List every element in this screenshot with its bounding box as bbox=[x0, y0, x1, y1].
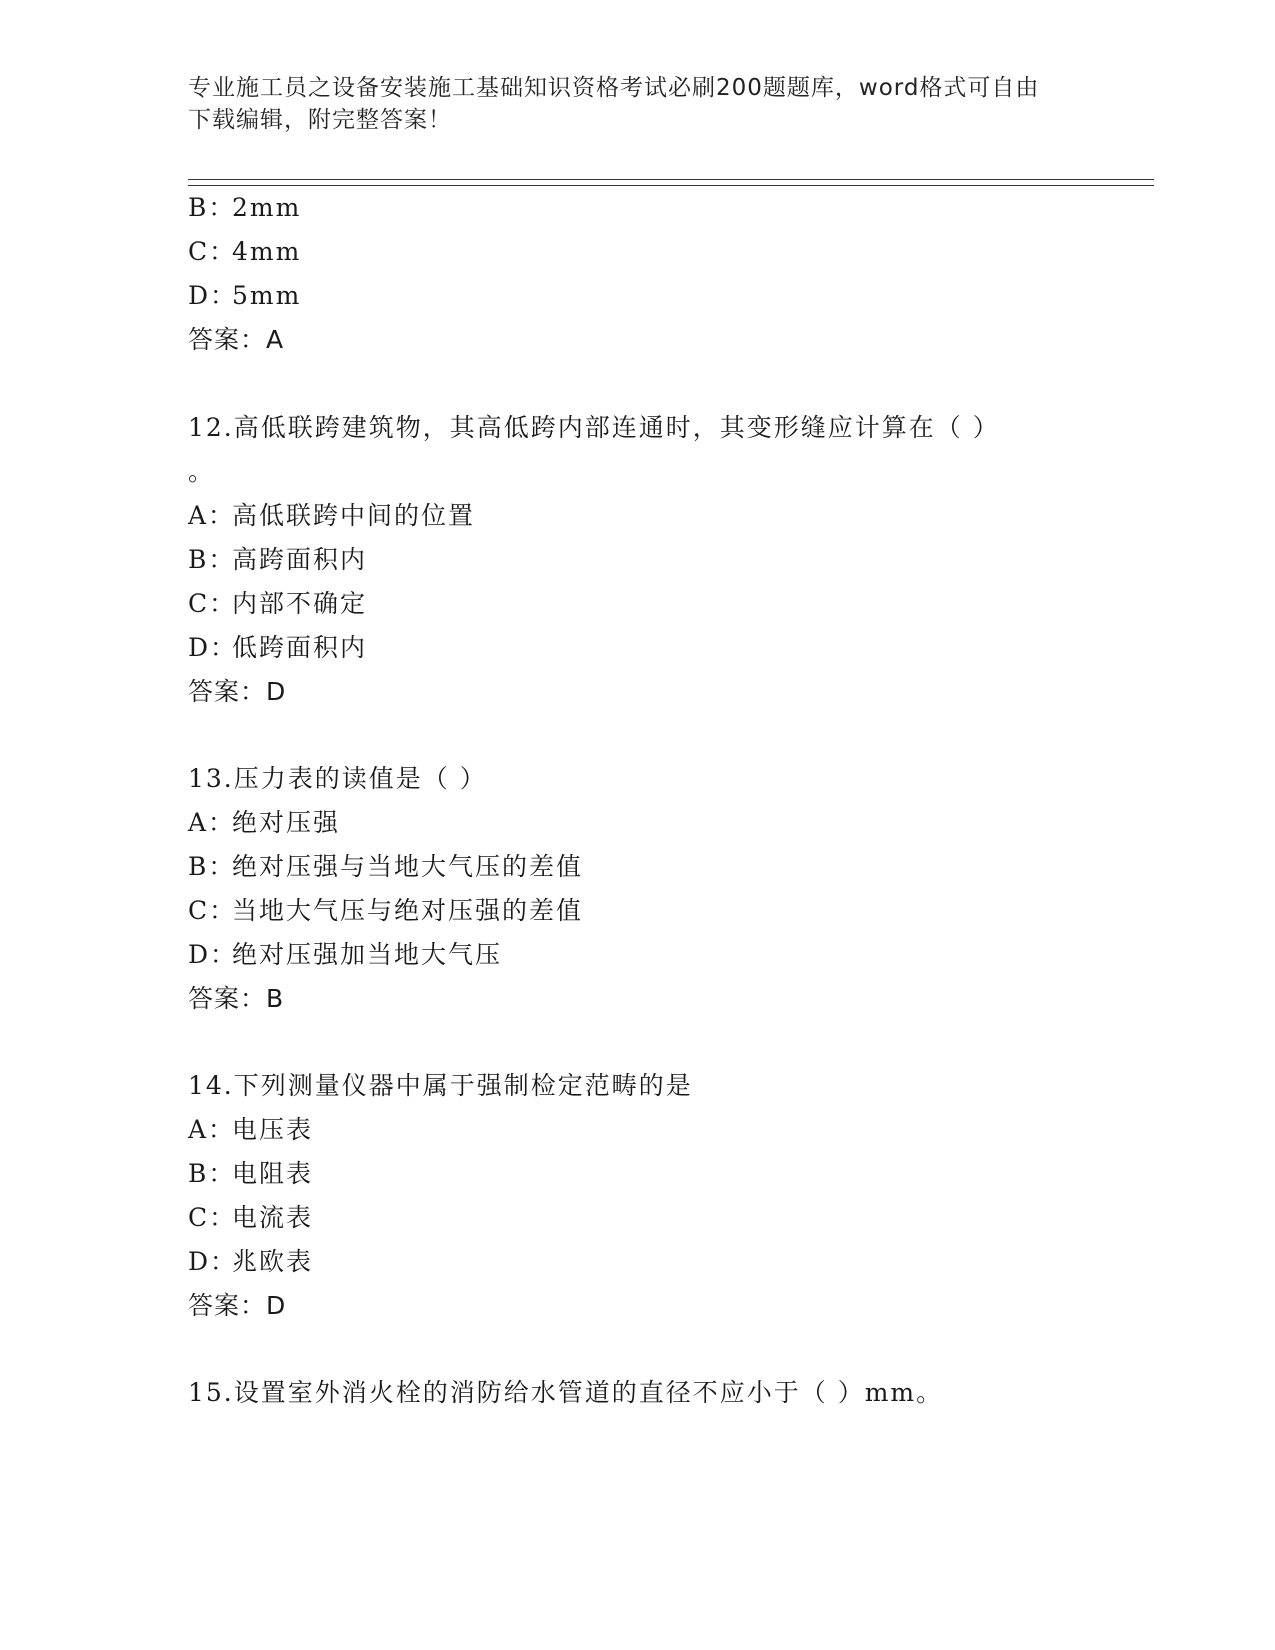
q13-question: 13.压力表的读值是（ ） bbox=[188, 764, 487, 793]
q12-question-cont: 。 bbox=[188, 457, 216, 486]
q14-answer: 答案：D bbox=[188, 1291, 287, 1320]
header-line-1: 专业施工员之设备安装施工基础知识资格考试必刷200题题库，word格式可自由 bbox=[188, 75, 1040, 101]
document-header bbox=[188, 72, 1088, 136]
q12-option-c: C：内部不确定 bbox=[188, 589, 368, 618]
q12-option-a: A：高低联跨中间的位置 bbox=[188, 501, 476, 530]
q14-option-a: A：电压表 bbox=[188, 1115, 314, 1144]
q12-option-d: D：低跨面积内 bbox=[188, 633, 368, 662]
q12-option-b: B：高跨面积内 bbox=[188, 545, 368, 574]
q13-option-d: D：绝对压强加当地大气压 bbox=[188, 940, 503, 969]
q12-answer: 答案：D bbox=[188, 677, 287, 706]
q14-option-d: D：兆欧表 bbox=[188, 1247, 314, 1276]
header-line-2: 下载编辑，附完整答案！ bbox=[188, 107, 452, 133]
header-divider bbox=[188, 179, 1154, 186]
q12-question: 12.高低联跨建筑物，其高低跨内部连通时，其变形缝应计算在（ ） bbox=[188, 413, 1000, 442]
q11-answer: 答案：A bbox=[188, 325, 285, 354]
q13-answer: 答案：B bbox=[188, 984, 285, 1013]
q11-option-d: D：5mm bbox=[188, 281, 302, 310]
q13-option-c: C：当地大气压与绝对压强的差值 bbox=[188, 896, 584, 925]
q11-option-c: C：4mm bbox=[188, 237, 302, 266]
q13-option-b: B：绝对压强与当地大气压的差值 bbox=[188, 852, 584, 881]
q15-question: 15.设置室外消火栓的消防给水管道的直径不应小于（ ）mm。 bbox=[188, 1378, 944, 1407]
q13-option-a: A：绝对压强 bbox=[188, 808, 341, 837]
q14-question: 14.下列测量仪器中属于强制检定范畴的是 bbox=[188, 1071, 693, 1100]
q14-option-c: C：电流表 bbox=[188, 1203, 314, 1232]
q14-option-b: B：电阻表 bbox=[188, 1159, 314, 1188]
q11-option-b: B：2mm bbox=[188, 193, 302, 222]
